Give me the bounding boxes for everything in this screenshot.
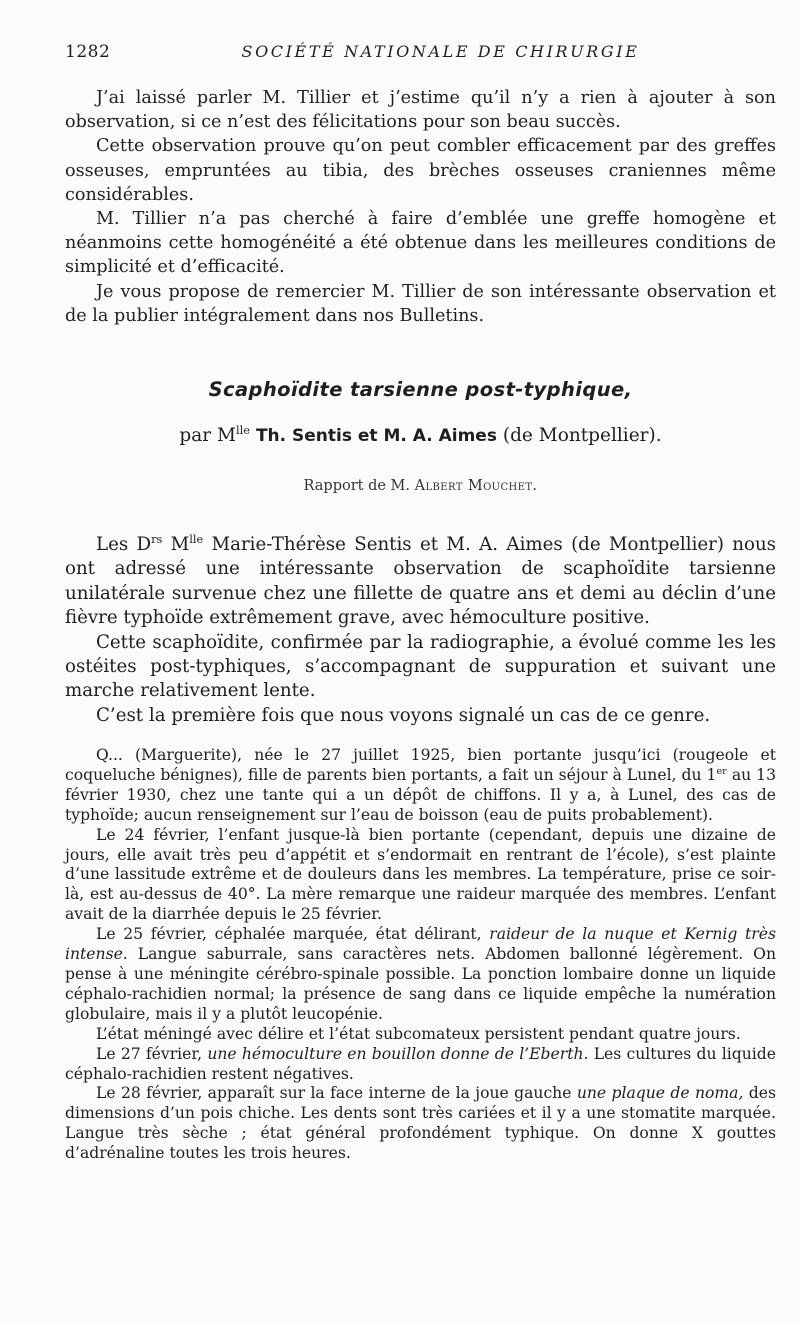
paragraph (65, 746, 776, 826)
case-report (65, 746, 776, 1164)
byline (65, 422, 776, 446)
case-p5-em: une hémoculture en bouillon donne de l’Eberth. (207, 1044, 589, 1063)
report-prefix: Rapport de M. (303, 478, 411, 494)
journal-title: SOCIÉTÉ NATIONALE DE CHIRURGIE (241, 42, 640, 61)
paragraph: Je vous propose de remercier M. Tillier de son intéressante observation et de la publier intégralement dans nos Bulletins. (65, 281, 776, 326)
case-p3-a: Le 25 février, céphalée marquée, état délirant, (96, 925, 482, 944)
lead-sup-drs: rs (151, 532, 163, 546)
paragraph (65, 1045, 776, 1085)
article-title: Scaphoïdite tarsienne post-typhique, (208, 378, 633, 401)
paragraph: Cette scaphoïdite, confirmée par la radiographie, a évolué comme les les ostéites post-typhiques, s’accompagnant de suppuration et suivant une marche relativement lente. (65, 631, 776, 702)
case-p3-b: Langue saburrale, sans caractères nets. Abdomen ballonné légèrement. On pense à une méningite cérébro-spinale possible. La ponction lombaire donne un liquide céphalo-rachidien normal; la présence de sang dans ce liquide empêche la numération globulaire, mais il y a plutôt leucopénie. (65, 945, 776, 1023)
lead-p1-b: M (162, 534, 190, 555)
paragraph: C’est la première fois que nous voyons signalé un cas de ce genre. (96, 704, 711, 726)
case-sup-er: er (716, 765, 727, 777)
byline-place: (de Montpellier). (502, 425, 662, 446)
lead-text (65, 533, 776, 728)
case-p1-b: au 13 février 1930, chez une tante qui a un dépôt de chiffons. Il y a, à Lunel, des cas de typhoïde; aucun renseignement sur l’eau de boisson (eau de puits probablement). (65, 765, 776, 824)
paragraph: Cette observation prouve qu’on peut combler efficacement par des greffes osseuses, empruntées au tibia, des brèches osseuses craniennes même considérables. (65, 136, 776, 205)
lead-sup-mlle: lle (189, 532, 204, 546)
page-number: 1282 (65, 42, 111, 62)
case-p3-em: raideur de la nuque et Kernig très intense. (65, 925, 776, 964)
paragraph: Le 24 février, l’enfant jusque-là bien portante (cependant, depuis une dizaine de jours, elle avait très peu d’appétit et s’endormait en rentrant de l’école), s’est plainte d’une lassitude extrême et de douleurs dans les membres. La température, prise ce soir-là, est au-dessus de 40°. La mère remarque une raideur marquée des membres. L’enfant avait de la diarrhée depuis le 25 février. (65, 825, 776, 924)
case-p5-b: Les cultures du liquide céphalo-rachidien restent négatives. (65, 1044, 776, 1083)
paragraph (65, 1084, 776, 1164)
paragraph (65, 925, 776, 1025)
byline-sup: lle (235, 422, 251, 437)
byline-par: par M (179, 425, 236, 446)
report-author: Albert Mouchet. (414, 478, 538, 494)
paragraph: J’ai laissé parler M. Tillier et j’estime qu’il n’y a rien à ajouter à son observation, si ce n’est des félicitations pour son beau succès. (65, 88, 776, 133)
lead-p1-a: Les D (96, 534, 152, 555)
case-p1-a: Q... (Marguerite), née le 27 juillet 1925, bien portante jusqu’ici (rougeole et coqueluche bénignes), fille de parents bien portants, a fait un séjour à Lunel, du 1 (65, 746, 776, 784)
case-p6-a: Le 28 février, apparaît sur la face interne de la joue gauche (96, 1084, 572, 1103)
case-p5-a: Le 27 février, (96, 1044, 203, 1063)
byline-authors: Th. Sentis et M. A. Aimes (255, 426, 497, 446)
paragraph: L’état méningé avec délire et l’état subcomateux persistent pendant quatre jours. (96, 1024, 741, 1043)
lead-p1-c: Marie-Thérèse Sentis et M. A. Aimes (de Montpellier) nous ont adressé une intéressante observation de scaphoïdite tarsienne unilatérale survenue chez une fillette de quatre ans et demi au déclin d’une fièvre typhoïde extrêmement grave, avec hémoculture positive. (65, 534, 776, 629)
paragraph: M. Tillier n’a pas cherché à faire d’emblée une greffe homogène et néanmoins cette homogénéité a été obtenue dans les meilleures conditions de simplicité et d’efficacité. (65, 209, 776, 278)
report-line (65, 478, 776, 494)
case-p6-em: une plaque de noma, (576, 1084, 744, 1103)
running-head (65, 42, 776, 66)
intro-text (65, 86, 776, 328)
case-p6-b: des dimensions d’un pois chiche. Les dents sont très cariées et il y a une stomatite marquée. Langue très sèche ; état général profondément typhique. On donne X gouttes d’adrénaline toutes les trois heures. (65, 1084, 776, 1163)
paragraph (65, 533, 776, 631)
